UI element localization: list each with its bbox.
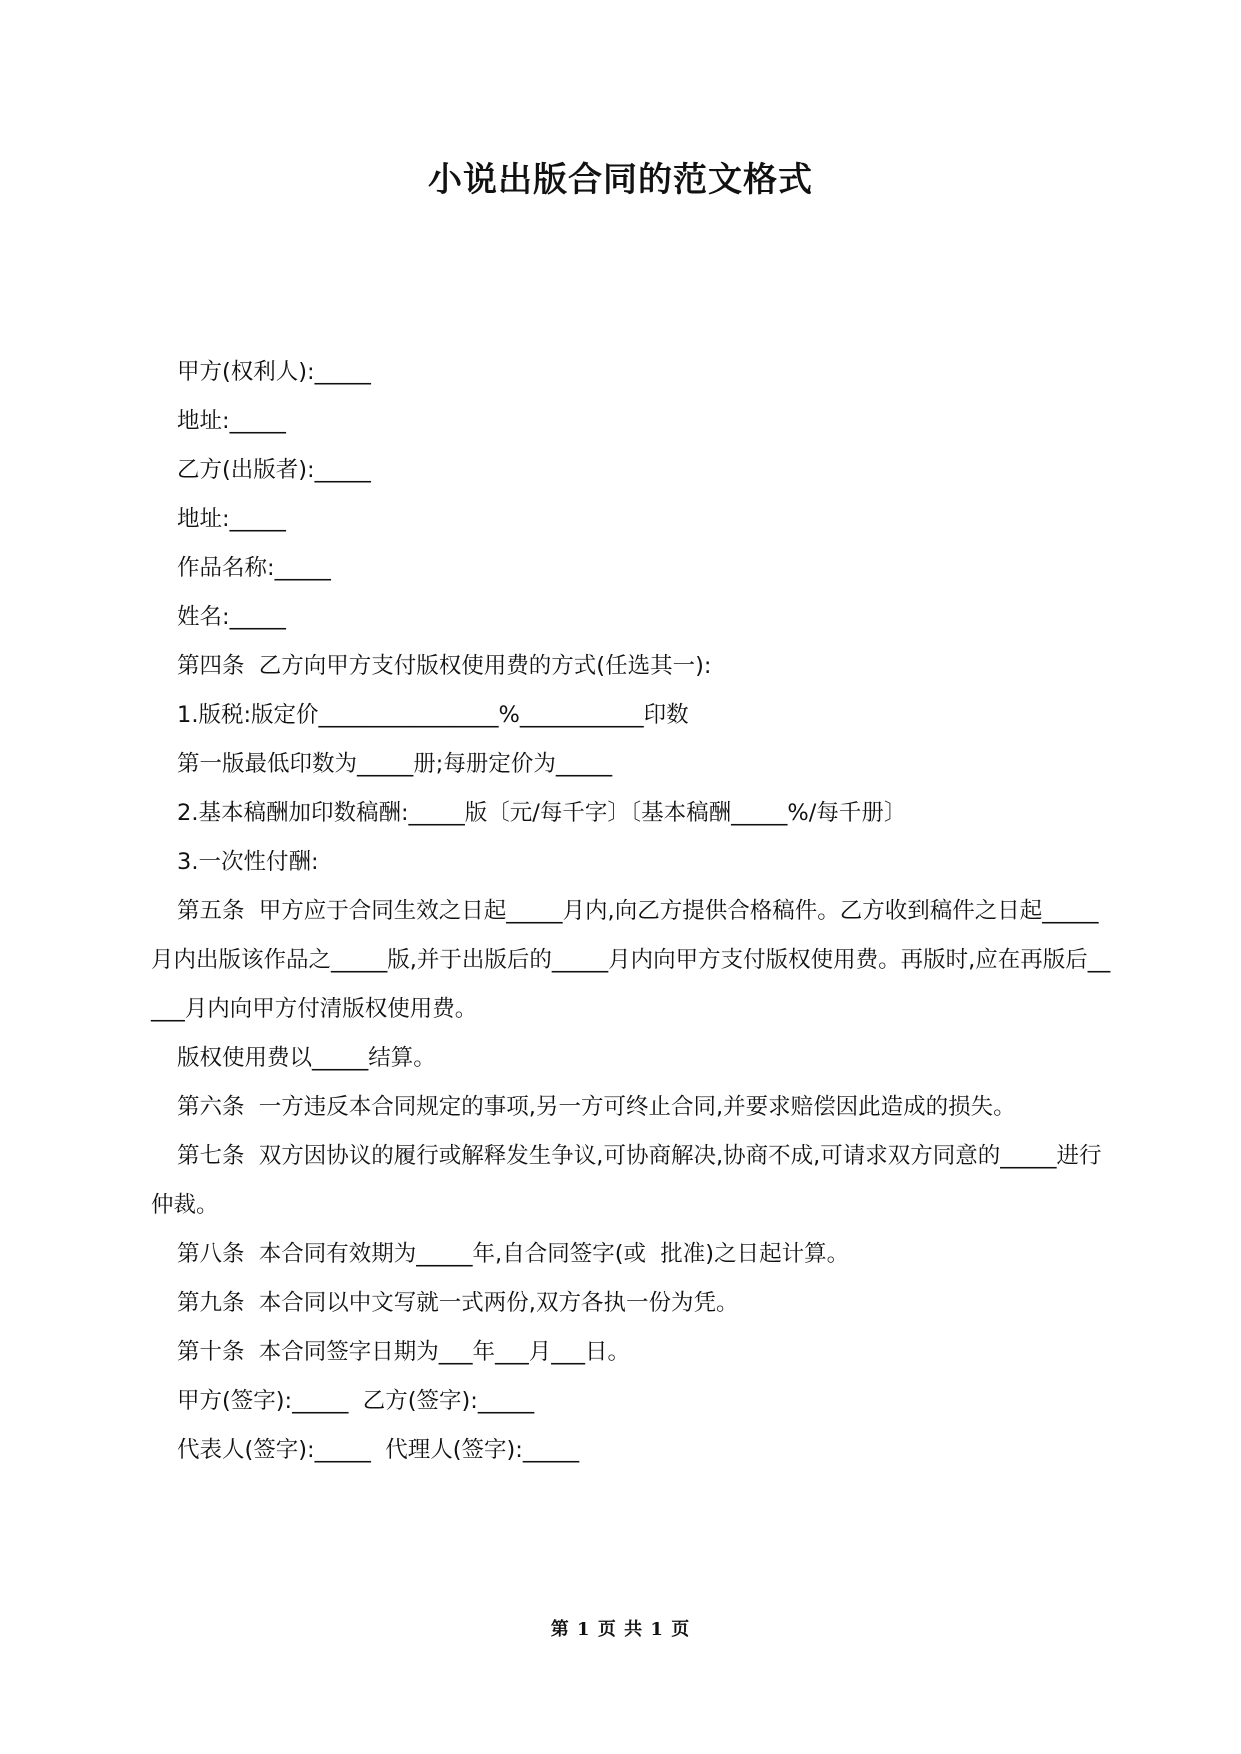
footer-prefix: 第: [550, 1619, 570, 1640]
article-5: 第五条 甲方应于合同生效之日起_____月内,向乙方提供合格稿件。乙方收到稿件之日起_____月内出版该作品之_____版,并于出版后的_____月内向甲方支付版权使用费。再版时,应在再版后_____月内向甲方付清版权使用费。: [151, 898, 1111, 1022]
footer-middle: 页 共: [597, 1619, 644, 1640]
settlement-line: 版权使用费以_____结算。: [177, 1045, 436, 1071]
royalty-option-1: 1.版税:版定价________________%___________印数: [177, 702, 689, 728]
article-9: 第九条 本合同以中文写就一式两份,双方各执一份为凭。: [177, 1290, 739, 1316]
first-edition-line: 第一版最低印数为_____册;每册定价为_____: [177, 751, 613, 777]
footer-suffix: 页: [671, 1619, 691, 1640]
royalty-option-2: 2.基本稿酬加印数稿酬:_____版〔元/每千字〕〔基本稿酬_____%/每千册〕: [177, 800, 907, 826]
article-7: 第七条 双方因协议的履行或解释发生争议,可协商解决,协商不成,可请求双方同意的_____进行仲裁。: [151, 1143, 1102, 1218]
party-b-address-line: 地址:_____: [177, 506, 286, 532]
page-footer: [0, 1618, 1241, 1642]
party-a-address-line: 地址:_____: [177, 408, 286, 434]
party-b-line: 乙方(出版者):_____: [177, 457, 371, 483]
footer-current-page: 1: [577, 1619, 591, 1640]
document-body: [151, 348, 1111, 1475]
royalty-option-3: 3.一次性付酬:: [177, 849, 319, 875]
article-8: 第八条 本合同有效期为_____年,自合同签字(或 批准)之日起计算。: [177, 1241, 850, 1267]
article-10: 第十条 本合同签字日期为___年___月___日。: [177, 1339, 631, 1365]
document-title: 小说出版合同的范文格式: [428, 160, 813, 200]
footer-total-pages: 1: [650, 1619, 664, 1640]
party-a-line: 甲方(权利人):_____: [177, 359, 371, 385]
signature-line-2: 代表人(签字):_____ 代理人(签字):_____: [177, 1437, 580, 1463]
name-line: 姓名:_____: [177, 604, 286, 630]
work-title-line: 作品名称:_____: [177, 555, 331, 581]
article-4-heading: 第四条 乙方向甲方支付版权使用费的方式(任选其一):: [177, 653, 712, 679]
article-6: 第六条 一方违反本合同规定的事项,另一方可终止合同,并要求赔偿因此造成的损失。: [177, 1094, 1016, 1120]
signature-line-1: 甲方(签字):_____ 乙方(签字):_____: [177, 1388, 535, 1414]
